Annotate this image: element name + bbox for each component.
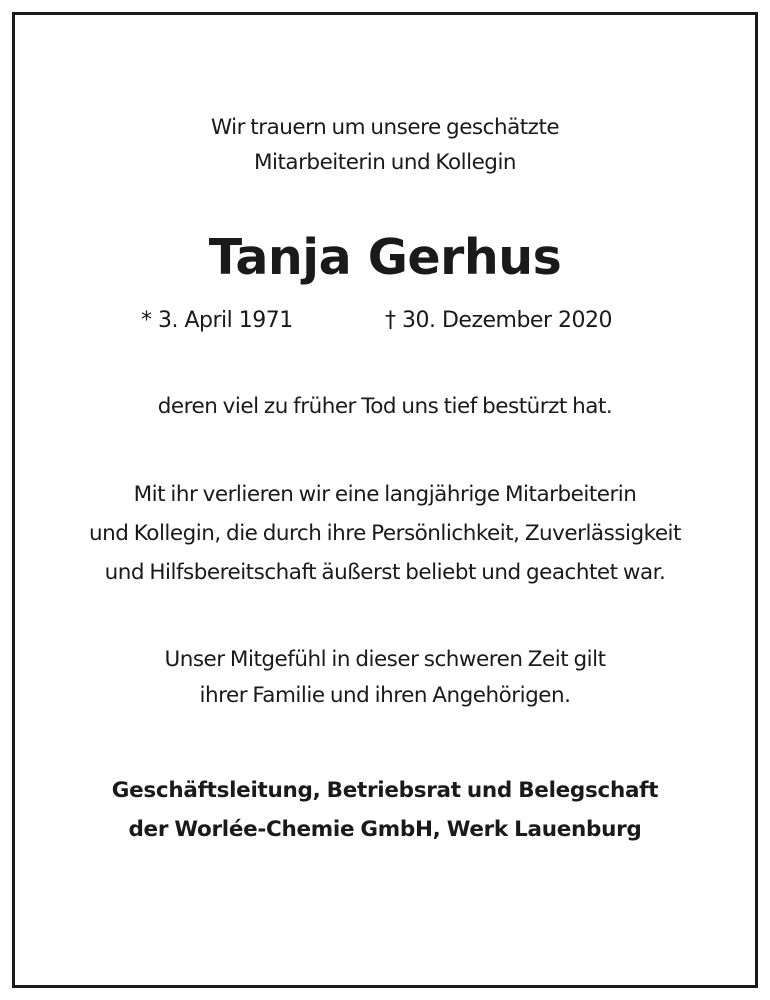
death-date: † 30. Dezember 2020 bbox=[385, 308, 612, 333]
deceased-name: Tanja Gerhus bbox=[208, 229, 562, 286]
tribute-line-3: und Hilfsbereitschaft äußerst beliebt und geachtet war. bbox=[104, 560, 666, 585]
intro-line-2: Mitarbeiterin und Kollegin bbox=[253, 150, 517, 175]
sympathy-line-2: ihrer Familie und ihren Angehörigen. bbox=[199, 683, 571, 708]
intro-line-1: Wir trauern um unsere geschätzte bbox=[210, 115, 560, 140]
tribute-line-1: Mit ihr verlieren wir eine langjährige Mitarbeiterin bbox=[133, 482, 637, 507]
birth-date: * 3. April 1971 bbox=[141, 308, 293, 333]
sympathy-line-1: Unser Mitgefühl in dieser schweren Zeit gilt bbox=[164, 647, 606, 672]
grief-line: deren viel zu früher Tod uns tief bestürzt hat. bbox=[157, 394, 613, 419]
signature-line-2: der Worlée-Chemie GmbH, Werk Lauenburg bbox=[128, 817, 642, 842]
signature-line-1: Geschäftsleitung, Betriebsrat und Belegschaft bbox=[111, 778, 659, 803]
tribute-line-2: und Kollegin, die durch ihre Persönlichkeit, Zuverlässigkeit bbox=[89, 521, 681, 546]
obituary-notice bbox=[12, 12, 758, 988]
